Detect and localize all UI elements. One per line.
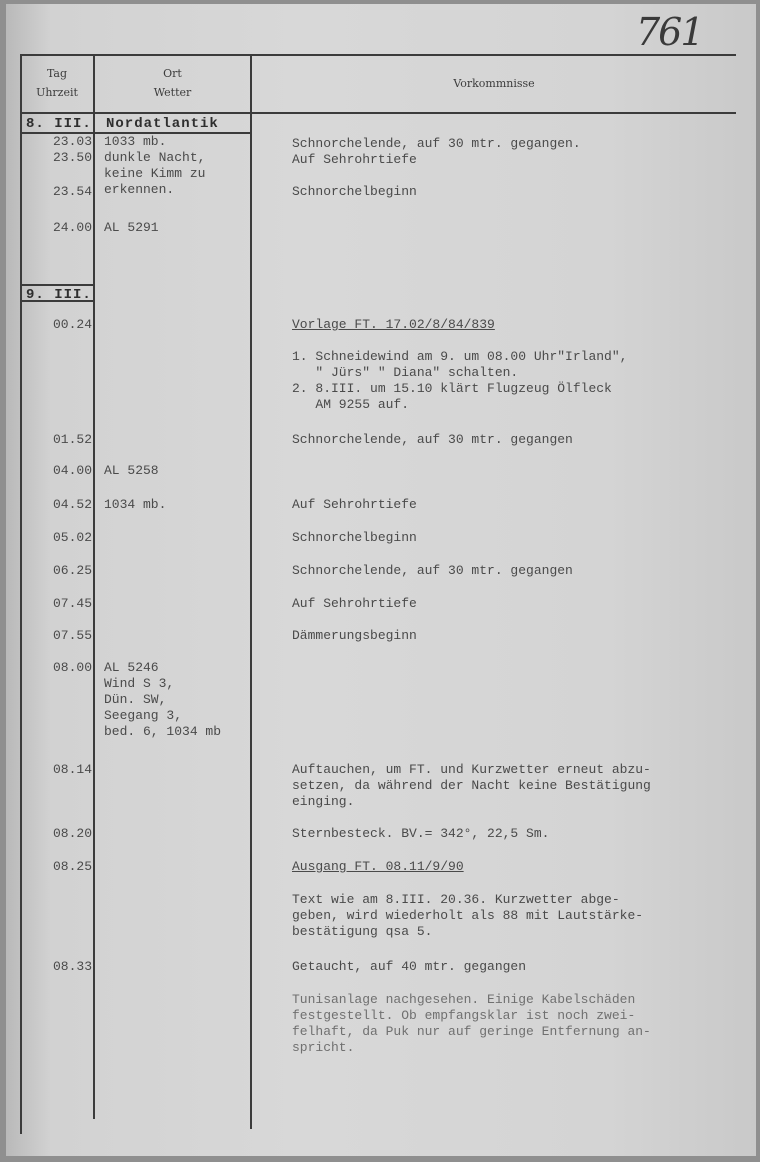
time: 23.03	[52, 134, 92, 149]
event: Ausgang FT. 08.11/9/90	[292, 859, 464, 874]
event: Auftauchen, um FT. und Kurzwetter erneut abzu- setzen, da während der Nacht keine Bestätigung einging.	[292, 762, 651, 809]
event: 1. Schneidewind am 9. um 08.00 Uhr"Irland", " Jürs" " Diana" schalten. 2. 8.III. um 15.10 klärt Flugzeug Ölfleck AM 9255 auf.	[292, 349, 628, 412]
event: Auf Sehrohrtiefe	[292, 497, 417, 512]
event: Schnorchelbeginn	[292, 530, 417, 545]
time: 08.33	[52, 959, 92, 974]
place: erkennen.	[104, 182, 175, 197]
header-ort: Ort	[163, 67, 182, 80]
event: Getaucht, auf 40 mtr. gegangen	[292, 959, 527, 974]
place: AL 5246 Wind S 3, Dün. SW, Seegang 3, bed. 6, 1034 mb	[104, 660, 222, 739]
col-divider-1	[93, 54, 95, 1119]
time: 04.00	[52, 463, 92, 478]
event: Tunisanlage nachgesehen. Einige Kabelschäden festgestellt. Ob empfangsklar ist noch zwei- felhaft, da Puk nur auf geringe Entfernung an- spricht.	[292, 992, 651, 1055]
header-bottom-rule	[20, 112, 736, 114]
place: dunkle Nacht, keine Kimm zu	[104, 150, 206, 181]
day2-top-rule	[20, 284, 94, 286]
log-page	[6, 4, 756, 1156]
day1-region: Nordatlantik	[106, 116, 219, 132]
event: Schnorchelende, auf 30 mtr. gegangen	[292, 432, 573, 447]
place: 1034 mb.	[104, 497, 167, 512]
event: Auf Sehrohrtiefe	[292, 596, 417, 611]
event: Sternbesteck. BV.= 342°, 22,5 Sm.	[292, 826, 550, 841]
header-uhrzeit: Uhrzeit	[36, 86, 78, 99]
col-divider-2	[250, 54, 252, 1129]
event: Auf Sehrohrtiefe	[292, 152, 417, 167]
header-ort-wetter	[95, 64, 250, 102]
place: AL 5258	[104, 463, 159, 478]
time: 01.52	[52, 432, 92, 447]
time: 05.02	[52, 530, 92, 545]
day2-date: 9. III.	[26, 287, 92, 303]
time: 04.52	[52, 497, 92, 512]
time: 08.00	[52, 660, 92, 675]
time: 07.45	[52, 596, 92, 611]
header-vorkommnisse: Vorkommnisse	[453, 77, 535, 90]
event: Vorlage FT. 17.02/8/84/839	[292, 317, 495, 332]
time: 23.54	[52, 184, 92, 199]
header-tag: Tag	[46, 67, 68, 80]
time: 06.25	[52, 563, 92, 578]
place: 1033 mb.	[104, 134, 167, 149]
time: 08.20	[52, 826, 92, 841]
header-wetter: Wetter	[153, 86, 192, 99]
place: AL 5291	[104, 220, 159, 235]
time: 24.00	[52, 220, 92, 235]
event: Schnorchelbeginn	[292, 184, 417, 199]
event: Schnorchelende, auf 30 mtr. gegangen.	[292, 136, 581, 151]
time: 08.14	[52, 762, 92, 777]
top-rule	[20, 54, 736, 56]
time: 23.50	[52, 150, 92, 165]
page-number: 761	[636, 10, 703, 54]
time: 08.25	[52, 859, 92, 874]
event: Dämmerungsbeginn	[292, 628, 417, 643]
day1-date: 8. III.	[26, 116, 92, 132]
time: 00.24	[52, 317, 92, 332]
time: 07.55	[52, 628, 92, 643]
event: Schnorchelende, auf 30 mtr. gegangen	[292, 563, 573, 578]
header-tag-uhrzeit	[22, 64, 92, 102]
event: Text wie am 8.III. 20.36. Kurzwetter abge- geben, wird wiederholt als 88 mit Lautstärke- bestätigung qsa 5.	[292, 892, 644, 939]
